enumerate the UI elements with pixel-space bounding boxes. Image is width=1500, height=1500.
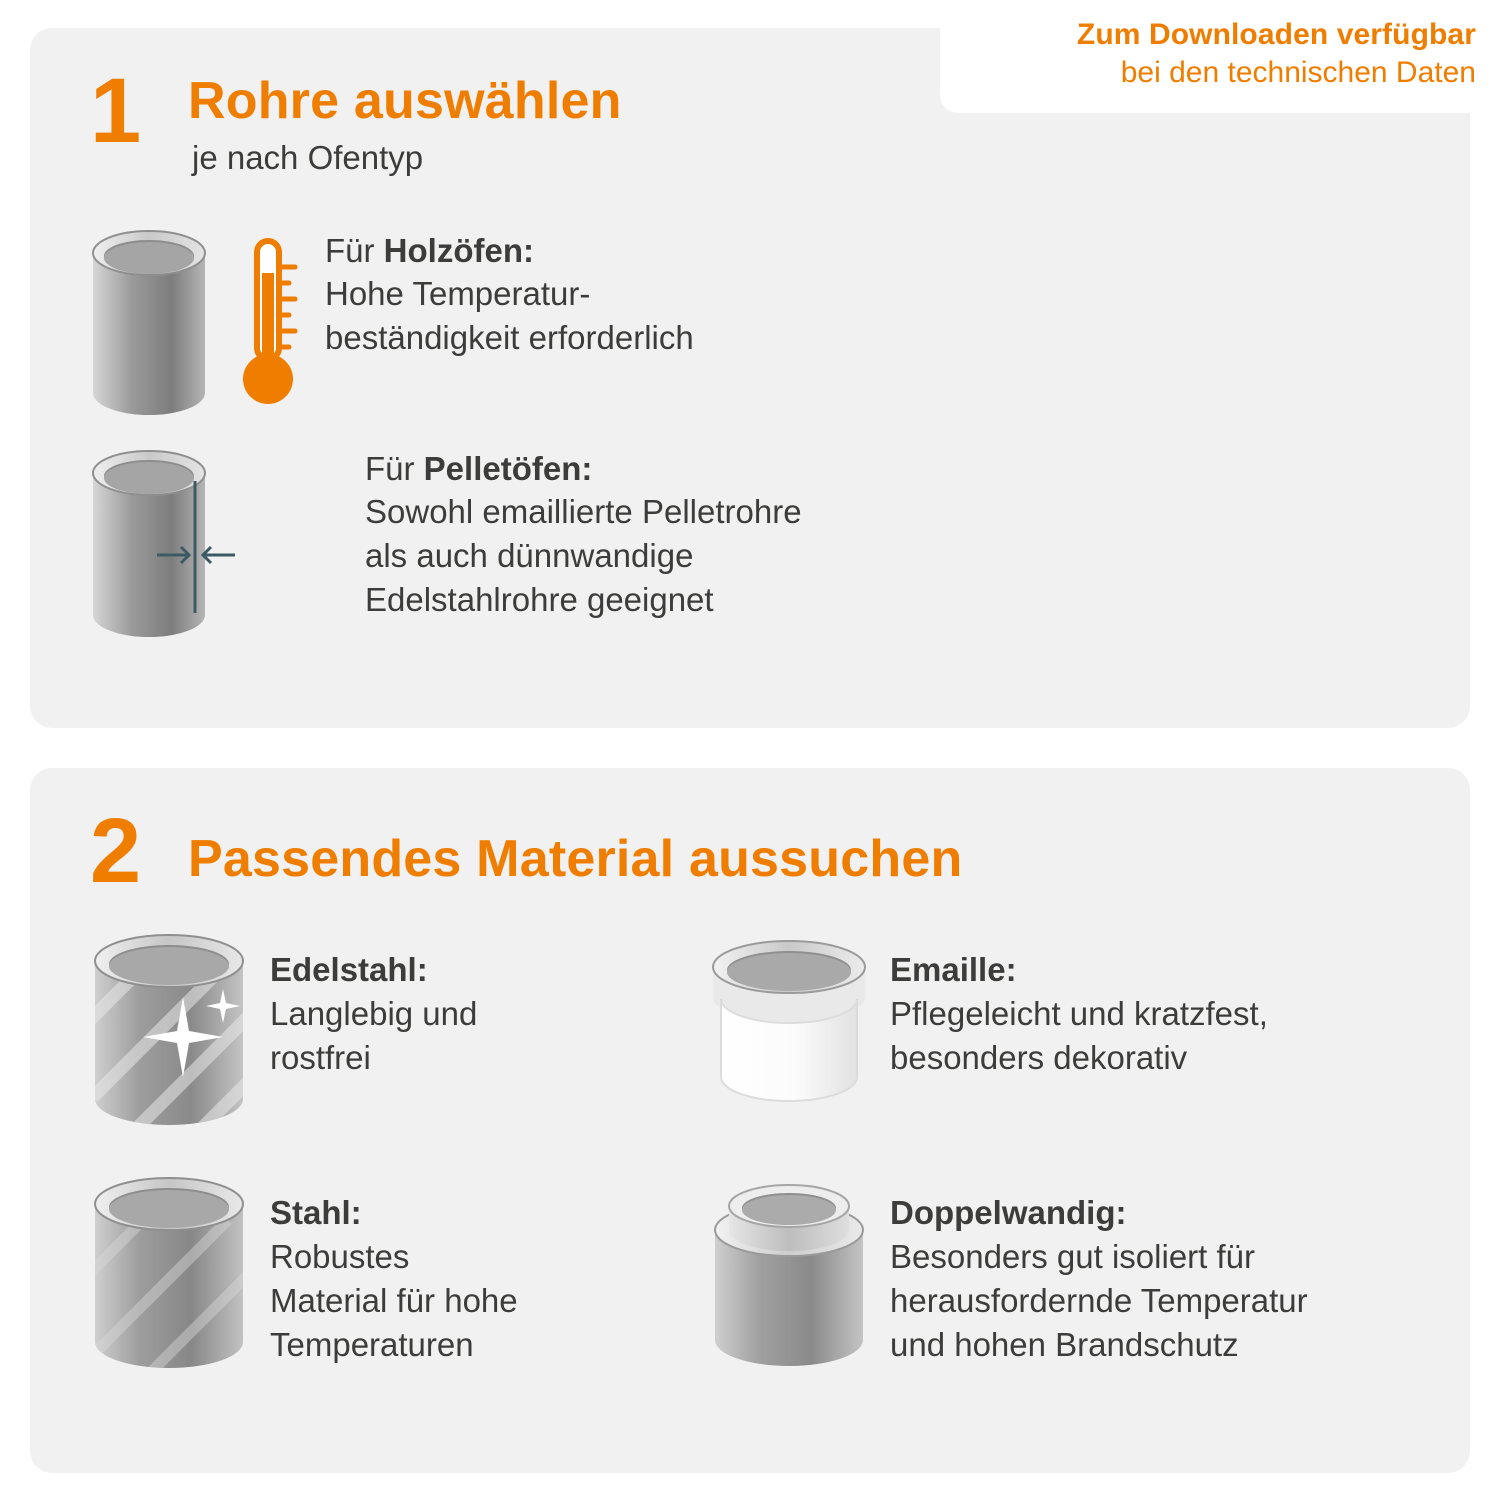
step-2-number: 2 [90, 800, 142, 902]
item-holzoefen [85, 225, 1470, 425]
material-emaille [690, 927, 1470, 1142]
item-pelletoefen-body-3: Edelstahlrohre geeignet [365, 580, 714, 618]
pipe-wall-thickness-icon [85, 443, 285, 653]
step-2-header [30, 768, 1470, 902]
material-stahl-text [270, 1170, 518, 1367]
material-stahl-title: Stahl: [270, 1194, 362, 1232]
material-edelstahl [70, 927, 690, 1142]
item-holzoefen-text [325, 225, 694, 360]
enamel-pipe-icon [703, 927, 878, 1127]
material-doppelwandig-body-3: und hohen Brandschutz [890, 1326, 1239, 1364]
material-edelstahl-text [270, 927, 477, 1080]
material-stahl-body-2: Material für hohe [270, 1282, 518, 1320]
item-pelletoefen-title [365, 447, 802, 491]
material-emaille-body-2: besonders dekorativ [890, 1039, 1188, 1077]
material-edelstahl-body-2: rostfrei [270, 1039, 371, 1077]
material-doppelwandig-title: Doppelwandig: [890, 1194, 1127, 1232]
download-banner-line1: Zum Downloaden verfügbar [1076, 18, 1476, 51]
step-1-number: 1 [90, 60, 142, 162]
material-doppelwandig-icon-wrap [690, 1170, 890, 1385]
stainless-steel-pipe-icon [83, 927, 258, 1142]
step-1-title: Rohre auswählen [188, 72, 622, 130]
material-emaille-title: Emaille: [890, 951, 1017, 989]
item-pelletoefen [85, 443, 1470, 653]
step-1-items [30, 225, 1470, 653]
double-wall-pipe-icon [703, 1170, 878, 1385]
material-doppelwandig-body-1: Besonders gut isoliert für [890, 1238, 1256, 1276]
material-doppelwandig-text [890, 1170, 1308, 1367]
material-emaille-icon-wrap [690, 927, 890, 1127]
material-emaille-body-1: Pflegeleicht und kratzfest, [890, 995, 1268, 1033]
material-edelstahl-icon-wrap [70, 927, 270, 1142]
item-holzoefen-title-prefix: Für [325, 231, 384, 269]
material-stahl-body-3: Temperaturen [270, 1326, 474, 1364]
download-banner-line2: bei den technischen Daten [1120, 55, 1476, 89]
material-edelstahl-title: Edelstahl: [270, 951, 428, 989]
item-holzoefen-title [325, 229, 694, 273]
step-2-title: Passendes Material aussuchen [188, 830, 963, 888]
item-pelletoefen-icons [85, 443, 325, 653]
material-stahl-body-1: Robustes [270, 1238, 410, 1276]
pipe-icon [85, 225, 215, 425]
material-stahl-icon-wrap [70, 1170, 270, 1385]
item-holzoefen-title-strong: Holzöfen: [383, 231, 534, 269]
item-pelletoefen-title-prefix: Für [365, 449, 424, 487]
item-pelletoefen-body-2: als auch dünnwandige [365, 537, 694, 575]
item-holzoefen-body-1: Hohe Temperatur- [325, 275, 591, 313]
item-pelletoefen-body-1: Sowohl emaillierte Pelletrohre [365, 493, 802, 531]
item-pelletoefen-title-strong: Pelletöfen: [423, 449, 593, 487]
step-card-1 [30, 28, 1470, 728]
item-pelletoefen-text [365, 443, 802, 622]
material-doppelwandig [690, 1170, 1470, 1385]
material-stahl [70, 1170, 690, 1385]
item-holzoefen-icons [85, 225, 325, 425]
material-edelstahl-body-1: Langlebig und [270, 995, 478, 1033]
step-card-2 [30, 768, 1470, 1473]
download-banner [940, 0, 1500, 113]
material-emaille-text [890, 927, 1268, 1080]
step-1-subtitle: je nach Ofentyp [192, 138, 424, 176]
steel-pipe-icon [83, 1170, 258, 1385]
material-grid [30, 927, 1470, 1385]
material-doppelwandig-body-2: herausfordernde Temperatur [890, 1282, 1308, 1320]
item-holzoefen-body-2: beständigkeit erforderlich [325, 319, 694, 357]
thermometer-icon [233, 233, 303, 423]
